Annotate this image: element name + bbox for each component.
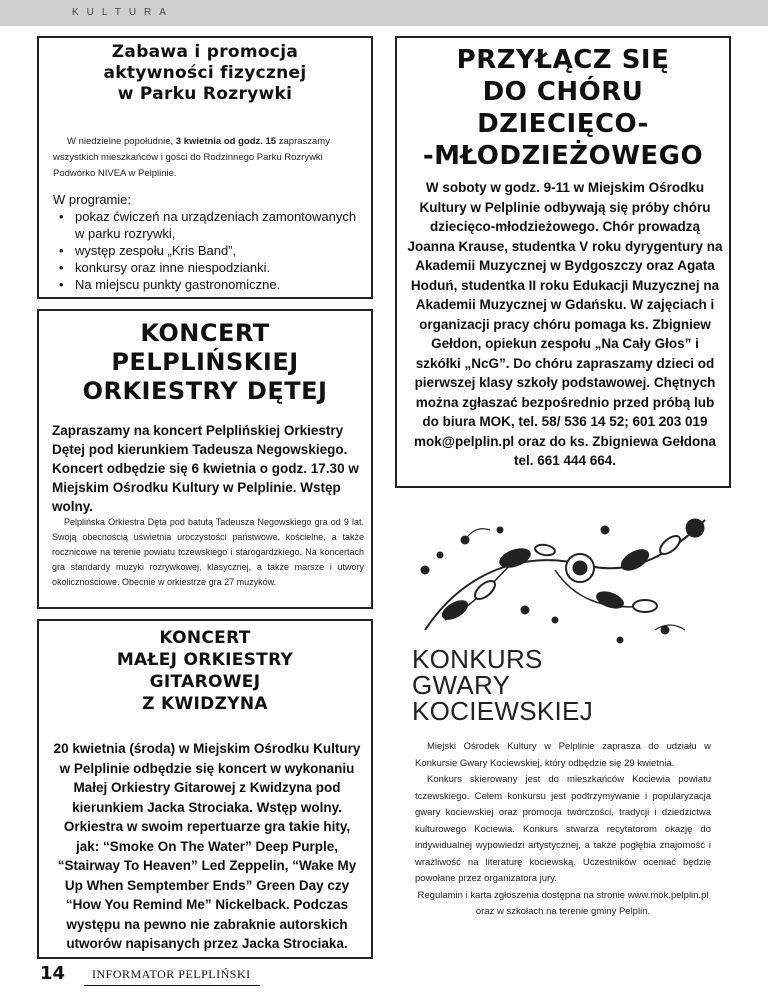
list-item: • Na miejscu punkty gastronomiczne.	[53, 276, 363, 293]
program-label: W programie:	[53, 192, 132, 207]
park-event-program	[53, 191, 363, 293]
footer-rule	[84, 985, 260, 986]
page-number: 14	[40, 963, 66, 984]
brass-orchestra-title: KONCERT PELPLIŃSKIEJ ORKIESTRY DĘTEJ	[82, 319, 328, 405]
brass-orchestra-box	[37, 309, 373, 609]
program-list	[53, 208, 363, 293]
guitar-orchestra-box	[37, 619, 373, 959]
brass-orchestra-details: Pelplińska Orkiestra Dęta pod batutą Tadeusza Negowskiego gra od 9 lat. Swoją obecnością uświetnia uroczystości państwowe, kościelne, a także rocznicowe na terenie powiatu tczewskiego i starogardzkiego. Na koncertach gra standardy muzyki rozrywkowej, klasycznej, a także marsze i utwory okolicznościowe. Obecnie w orkiestrze gra 27 muzyków.	[52, 517, 364, 587]
choir-box	[395, 36, 731, 488]
publication-title: INFORMATOR PELPLIŃSKI	[92, 967, 251, 981]
list-item: • konkursy oraz inne niespodzianki.	[53, 259, 363, 276]
dialect-contest-body: Miejski Ośrodek Kultury w Pelplinie zaprasza do udziału w Konkursie Gwary Kociewskiej, który odbędzie się 29 kwietnia. Konkurs skierowany jest do mieszkańców Kociewia powiatu tczewskiego. Celem konkursu jest podtrzymywanie i popularyzacja gwary kociewskiej oraz promocja twórczości, tradycji i dziedzictwa kulturowego Kociewia. Konkurs stwarza recytatorom okazję do indywidualnej wypowiedzi artystycznej, a także pogłębia znajomość i wrażliwość na literaturę kociewską. Uczestników oceniać będzie powołane przez organizatora jury. Regulamin i karta zgłoszenia dostępna na stronie www.mok.pelplin.pl oraz w szkołach na terenie gminy Pelplin.	[415, 741, 711, 917]
list-item: • występ zespołu „Kris Band”,	[53, 242, 363, 259]
guitar-orchestra-title: KONCERT MAŁEJ ORKIESTRY GITAROWEJ Z KWIDZYNA	[116, 628, 294, 714]
dialect-contest-title: KONKURS GWARY KOCIEWSKIEJ	[412, 644, 593, 726]
section-label: KULTURA	[72, 7, 174, 18]
guitar-orchestra-body: 20 kwietnia (środa) w Miejskim Ośrodku Kultury w Pelplinie odbędzie się koncert w wykonaniu Małej Orkiestry Gitarowej z Kwidzyna pod kierunkiem Jacka Strociaka. Wstęp wolny. Orkiestra w swoim repertuarze gra takie hity, jak: “Smoke On The Water” Deep Purple, “Stairway To Heaven” Led Zeppelin, “Wake My Up When Semptember Ends” Green Day czy “How You Remind Me” Nickelback. Podczas występu na pewno nie zabraknie autorskich utworów napisanych przez Jacka Strociaka.	[53, 741, 361, 951]
choir-title: PRZYŁĄCZ SIĘ DO CHÓRU DZIECIĘCO- -MŁODZIEŻOWEGO	[422, 45, 704, 171]
park-event-title: Zabawa i promocja aktywności fizycznej w Parku Rozrywki	[103, 42, 307, 104]
dialect-contest-box	[395, 498, 731, 920]
list-item: • pokaz ćwiczeń na urządzeniach zamontowanych w parku rozrywki,	[53, 208, 363, 242]
brass-orchestra-lead: Zapraszamy na koncert Pelplińskiej Orkiestry Dętej pod kierunkiem Tadeusza Negowskiego. Koncert odbędzie się 6 kwietnia o godz. 17.30 w Miejskim Ośrodku Kultury w Pelplinie. Wstęp wolny.	[52, 423, 359, 514]
park-event-box	[37, 36, 373, 299]
park-event-intro: W niedzielne popołudnie, 3 kwietnia od godz. 15 zapraszamy wszystkich mieszkańców i gości do Rodzinnego Parku Rozrywki Podwórko NIVEA w Pelplinie.	[53, 136, 330, 179]
folk-floral-ornament	[405, 510, 721, 660]
choir-body: W soboty w godz. 9-11 w Miejskim Ośrodku Kultury w Pelplinie odbywają się próby chóru dziecięco-młodzieżowego. Chór prowadzą Joanna Krause, studentka V roku dyrygentury na Akademii Muzycznej w Bydgoszczy oraz Agata Hoduń, studentka II roku Edukacji Muzycznej na Akademii Muzycznej w Gdańsku. W zajęciach i organizacji pracy chóru pomaga ks. Zbigniew Gełdon, opiekun zespołu „Na Cały Głos” i szkółki „NcG”. Do chóru zapraszamy dzieci od pierwszej klasy szkoły podstawowej. Chętnych można zgłaszać bezpośrednio przed próbą lub do biura MOK, tel. 58/ 536 14 52; 601 203 019 mok@pelplin.pl oraz do ks. Zbigniewa Gełdona tel. 661 444 664.	[407, 180, 723, 468]
section-header-bar	[0, 0, 768, 26]
